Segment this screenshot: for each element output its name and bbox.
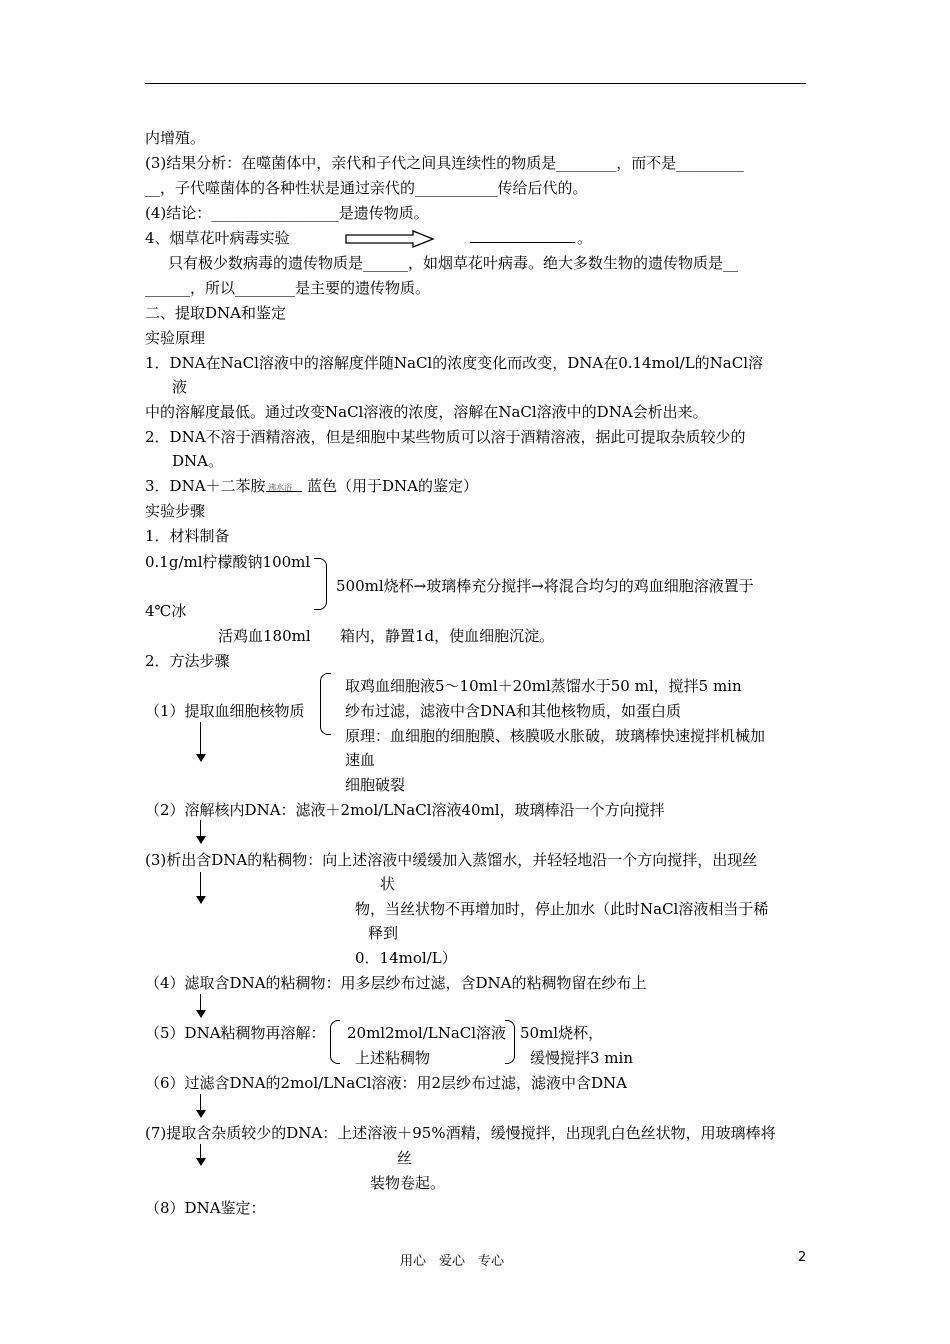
text-line: 0.1g/ml柠檬酸钠100ml	[145, 553, 311, 571]
text-line: 4℃冰	[145, 602, 187, 620]
down-arrow-icon	[200, 1144, 201, 1164]
text-line: (3)结果分析：在噬菌体中，亲代和子代之间具连续性的物质是________，而不是_________	[145, 154, 744, 172]
step-text: 速血	[345, 751, 376, 769]
text-line: 3．DNA＋二苯胺	[145, 477, 266, 495]
step-text: 50ml烧杯，	[520, 1024, 604, 1042]
step-text: （6）过滤含DNA的2mol/LNaCl溶液：用2层纱布过滤，滤液中含DNA	[145, 1074, 628, 1092]
section-heading: 4、烟草花叶病毒实验	[145, 229, 290, 247]
text-line: 1．DNA在NaCl溶液中的溶解度伴随NaCl的浓度变化而改变，DNA在0.14mol/L的NaCl溶	[145, 354, 764, 372]
header-rule	[145, 83, 806, 84]
step-text: 取鸡血细胞液5～10ml＋20ml蒸馏水于50 ml，搅拌5 min	[345, 677, 742, 695]
text-line: 。	[577, 229, 593, 247]
down-arrow-icon	[200, 820, 201, 842]
step-text: (7)提取含杂质较少的DNA：上述溶液＋95%酒精，缓慢搅拌，出现乳白色丝状物，用玻璃棒将	[145, 1124, 776, 1142]
text-line: 箱内，静置1d，使血细胞沉淀。	[340, 627, 555, 645]
step-text: 释到	[368, 924, 399, 942]
text-line: 中的溶解度最低。通过改变NaCl溶液的浓度，溶解在NaCl溶液中的DNA会析出来。	[145, 403, 708, 421]
step-text: (3)析出含DNA的粘稠物：向上述溶液中缓缓加入蒸馏水，并轻轻地沿一个方向搅拌，出现丝	[145, 851, 758, 869]
step-text: （4）滤取含DNA的粘稠物：用多层纱布过滤，含DNA的粘稠物留在纱布上	[145, 974, 647, 992]
step-text: 20ml2mol/LNaCl溶液	[347, 1024, 507, 1042]
down-arrow-icon	[200, 722, 201, 760]
right-brace	[505, 1020, 515, 1064]
subheading: 实验步骤	[145, 502, 206, 520]
step-text: 原理：血细胞的细胞膜、核膜吸水胀破，玻璃棒快速搅拌机械加	[345, 727, 766, 745]
text-line: DNA。	[172, 452, 223, 470]
step-text: 状	[380, 875, 396, 893]
step-label: （1）提取血细胞核物质	[145, 702, 305, 720]
text-line: 1．材料制备	[145, 527, 230, 545]
left-brace	[320, 673, 331, 735]
step-text: 缓慢搅拌3 min	[530, 1049, 633, 1067]
text-line: 内增殖。	[145, 129, 206, 147]
answer-blank	[470, 242, 575, 243]
step-text: 丝	[397, 1149, 413, 1167]
step-text: 物，当丝状物不再增加时，停止加水（此时NaCl溶液相当于稀	[355, 900, 769, 918]
text-line: 2．DNA不溶于酒精溶液，但是细胞中某些物质可以溶于酒精溶液，据此可提取杂质较少的	[145, 428, 746, 446]
step-label: （5）DNA粘稠物再溶解：	[145, 1024, 326, 1042]
down-arrow-icon	[200, 872, 201, 902]
hollow-arrow-icon	[345, 230, 435, 248]
text-line: 只有极少数病毒的遗传物质是______，如烟草花叶病毒。绝大多数生物的遗传物质是__	[168, 254, 739, 272]
step-text: 装物卷起。	[370, 1174, 446, 1192]
left-brace	[330, 1020, 340, 1064]
right-brace	[314, 558, 327, 610]
step-text: 细胞破裂	[345, 776, 406, 794]
down-arrow-icon	[200, 1094, 201, 1116]
text-line: 液	[172, 378, 188, 396]
text-line: 蓝色（用于DNA的鉴定）	[307, 477, 478, 495]
text-line: 500ml烧杯→玻璃棒充分搅拌→将混合均匀的鸡血细胞溶液置于	[336, 577, 754, 595]
section-heading: 二、提取DNA和鉴定	[145, 304, 286, 322]
page-number: 2	[798, 1250, 807, 1265]
subheading: 实验原理	[145, 329, 206, 347]
text-line: 2．方法步骤	[145, 652, 230, 670]
step-text: （8）DNA鉴定：	[145, 1199, 266, 1217]
footer-motto: 用心 爱心 专心	[400, 1254, 505, 1269]
reaction-arrow	[266, 491, 302, 492]
text-line: __，子代噬菌体的各种性状是通过亲代的___________传给后代的。	[145, 179, 588, 197]
text-line: (4)结论：_________________是遗传物质。	[145, 204, 429, 222]
step-text: （2）溶解核内DNA：滤液＋2mol/LNaCl溶液40ml，玻璃棒沿一个方向搅拌	[145, 801, 665, 819]
reaction-condition: 沸水浴	[268, 483, 292, 492]
text-line: ______，所以________是主要的遗传物质。	[145, 279, 431, 297]
text-line: 活鸡血180ml	[218, 627, 311, 645]
down-arrow-icon	[200, 994, 201, 1016]
step-text: 0．14mol/L）	[355, 949, 457, 967]
step-text: 纱布过滤，滤液中含DNA和其他核物质，如蛋白质	[345, 702, 681, 720]
step-text: 上述粘稠物	[355, 1049, 431, 1067]
